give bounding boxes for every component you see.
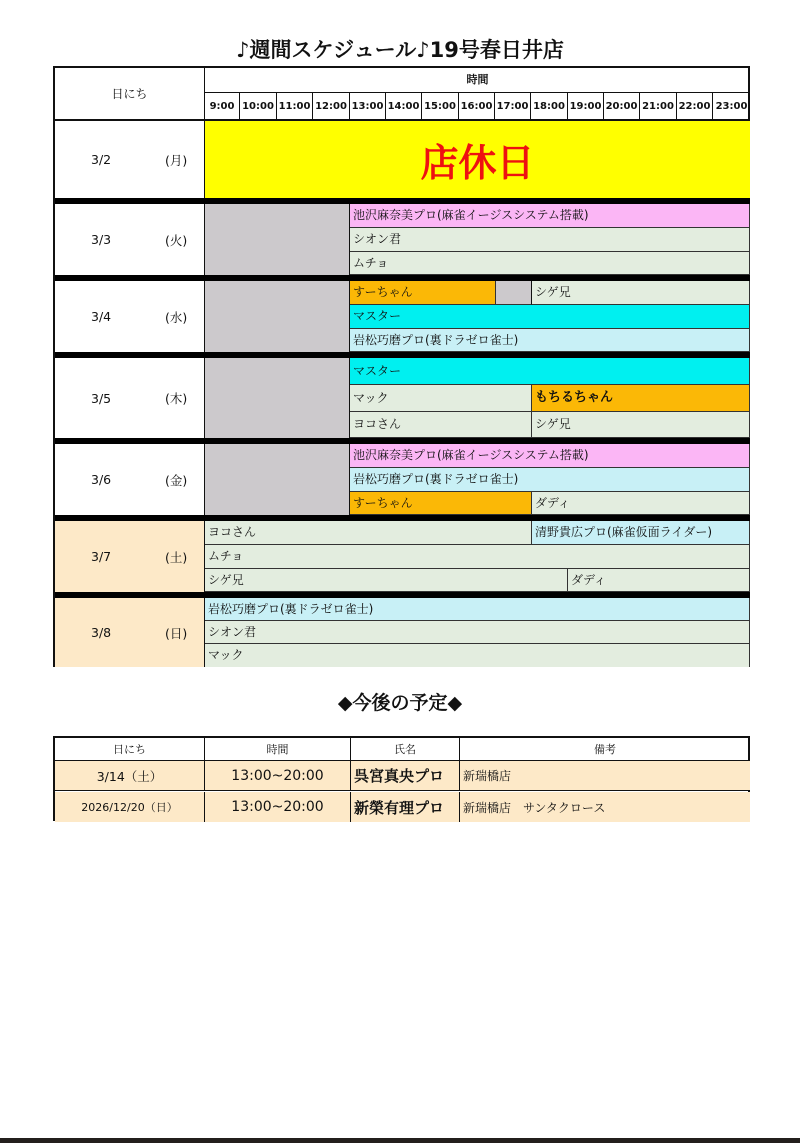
day-date: 3/2: [91, 152, 112, 167]
day-weekday: (土): [165, 549, 188, 565]
hour-header-cell: 20:00: [604, 93, 640, 121]
upcoming-header-note: 備考: [460, 738, 750, 761]
shift-bar: ダディ: [532, 492, 750, 515]
shift-bar: ムチョ: [350, 252, 750, 275]
upcoming-time-cell: 13:00~20:00: [205, 761, 351, 791]
upcoming-note-cell: 新瑞橋店: [460, 761, 750, 791]
shift-bar: マスター: [350, 358, 750, 385]
day-date: 3/5: [91, 390, 112, 406]
hour-header-cell: 21:00: [640, 93, 677, 121]
upcoming-section-title: ◆今後の予定◆: [337, 692, 463, 714]
closed-hours-block: [205, 204, 350, 275]
shift-bar: シゲ兄: [532, 281, 750, 305]
upcoming-time-cell: 13:00~20:00: [205, 792, 351, 822]
day-date: 3/3: [91, 232, 112, 247]
hour-header-cell: 12:00: [313, 93, 350, 121]
day-cell-0303: [55, 204, 205, 275]
hour-header-cell: 16:00: [459, 93, 495, 121]
day-weekday: (水): [165, 309, 188, 325]
day-cell-0308: [55, 598, 205, 667]
shift-bar: ヨコさん: [205, 521, 532, 545]
closed-hours-block: [205, 444, 350, 515]
day-weekday: (火): [165, 232, 188, 248]
closed-hours-block: [205, 358, 350, 438]
weekly-schedule-table: [53, 66, 750, 667]
hour-header-cell: 15:00: [422, 93, 459, 121]
hour-header-cell: 19:00: [568, 93, 604, 121]
upcoming-header-date: 日にち: [55, 738, 205, 761]
day-date: 3/8: [91, 625, 112, 640]
date-column-header: 日にち: [55, 68, 205, 121]
shift-bar: シオン君: [205, 621, 750, 644]
shift-bar: 岩松巧磨プロ(裏ドラゼロ雀士): [350, 329, 750, 352]
hour-header-cell: 13:00: [350, 93, 386, 121]
shift-bar: シオン君: [350, 228, 750, 252]
shift-bar: すーちゃん: [350, 281, 496, 305]
upcoming-date-cell: 3/14（土）: [55, 761, 205, 791]
hour-header-cell: 11:00: [277, 93, 313, 121]
upcoming-header-time: 時間: [205, 738, 351, 761]
upcoming-table: [53, 736, 750, 821]
hour-header-cell: 10:00: [240, 93, 277, 121]
day-cell-0302: [55, 121, 205, 198]
day-cell-0307: [55, 521, 205, 592]
upcoming-header-name: 氏名: [351, 738, 460, 761]
hour-header-cell: 14:00: [386, 93, 422, 121]
store-closed-banner: 店休日: [205, 121, 750, 198]
shift-bar: マスター: [350, 305, 750, 329]
day-date: 3/6: [91, 472, 112, 487]
shift-bar: ダディ: [568, 569, 750, 592]
day-weekday: (日): [165, 625, 188, 641]
day-weekday: (金): [165, 472, 188, 488]
day-date: 3/4: [91, 309, 112, 324]
shift-bar: 岩松巧磨プロ(裏ドラゼロ雀士): [350, 468, 750, 492]
page-title: ♪週間スケジュール♪19号春日井店: [236, 38, 564, 62]
hour-header-cell: 9:00: [205, 93, 240, 121]
shift-bar: シゲ兄: [205, 569, 568, 592]
day-cell-0304: [55, 281, 205, 352]
day-weekday: (月): [165, 152, 188, 168]
day-weekday: (木): [165, 391, 188, 406]
upcoming-name-cell: 新榮有理プロ: [351, 792, 460, 822]
shift-bar: ヨコさん: [350, 412, 532, 438]
shift-bar: もちるちゃん: [532, 385, 750, 412]
shift-bar: ムチョ: [205, 545, 750, 569]
shift-bar: マック: [205, 644, 750, 667]
shift-bar: 岩松巧磨プロ(裏ドラゼロ雀士): [205, 598, 750, 621]
hour-header-cell: 22:00: [677, 93, 713, 121]
shift-bar: すーちゃん: [350, 492, 532, 515]
day-cell-0306: [55, 444, 205, 515]
upcoming-note-cell: 新瑞橋店 サンタクロース: [460, 792, 750, 822]
day-cell-0305: [55, 358, 205, 438]
time-column-header: 時間: [205, 68, 750, 93]
shift-bar: マック: [350, 385, 532, 412]
shift-bar: 清野貴広プロ(麻雀仮面ライダー): [532, 521, 750, 545]
closed-hours-block: [205, 281, 350, 352]
hour-header-cell: 23:00: [713, 93, 750, 121]
hour-header-cell: 18:00: [531, 93, 568, 121]
break-block: [496, 281, 532, 305]
shift-bar: 池沢麻奈美プロ(麻雀イージスシステム搭載): [350, 444, 750, 468]
shift-bar: シゲ兄: [532, 412, 750, 438]
day-date: 3/7: [91, 549, 112, 564]
hour-header-cell: 17:00: [495, 93, 531, 121]
upcoming-name-cell: 呉宮真央プロ: [351, 761, 460, 791]
shift-bar: 池沢麻奈美プロ(麻雀イージスシステム搭載): [350, 204, 750, 228]
upcoming-date-cell: 2026/12/20（日）: [55, 792, 205, 822]
